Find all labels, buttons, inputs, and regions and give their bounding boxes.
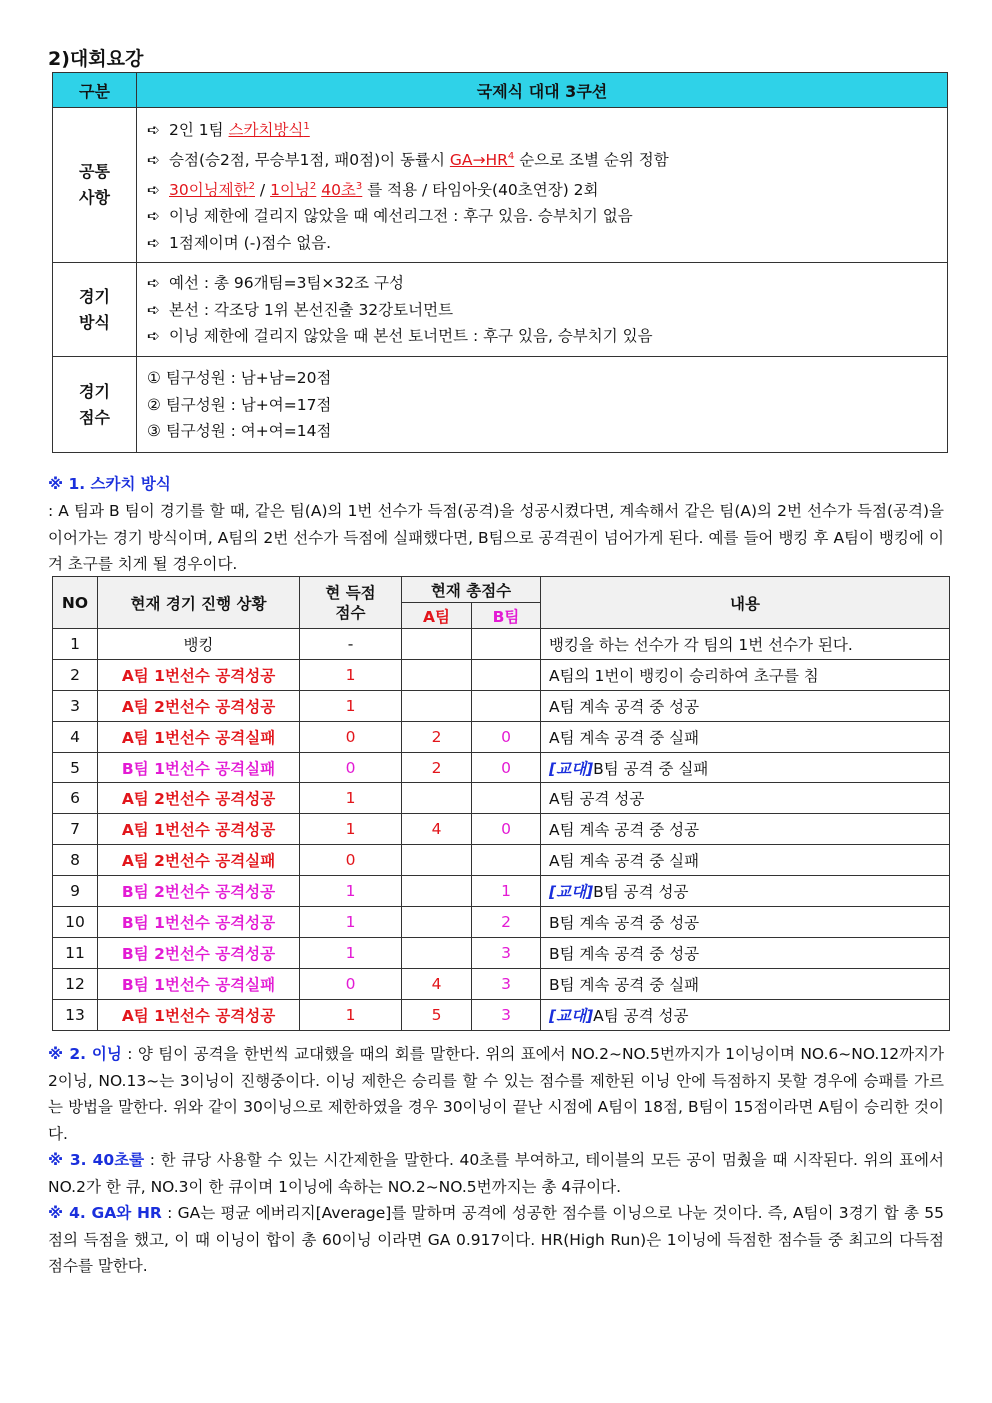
cell-total-a	[402, 783, 472, 814]
table-row	[53, 752, 950, 783]
note1-text: : A 팀과 B 팀이 경기를 할 때, 같은 팀(A)의 1번 선수가 득점(공격)을 성공시켰다면, 계속해서 같은 팀(A)의 2번 선수가 득점(공격)을 이어가는 경기 방식이며, A팀의 2번 선수가 득점에 실패했다면, B팀으로 공격권이 넘어가게 된다. 예를 들어 뱅킹 후 A팀이 뱅킹에 이겨 초구를 치게 될 경우이다.	[48, 502, 944, 574]
cell-points: 1	[300, 690, 402, 721]
note3-text: : 한 큐당 사용할 수 있는 시간제한을 말한다. 40초를 부여하고, 테이블의 모든 공이 멈췄을 때 시작된다. 위의 표에서 NO.2가 한 큐, NO.3이 한 큐이며 1이닝에 속하는 NO.2~NO.5번까지는 총 4큐이다.	[48, 1151, 944, 1196]
note3	[48, 1147, 944, 1200]
table-row	[53, 937, 950, 968]
cell-desc: [교대]B팀 공격 중 실패	[541, 752, 950, 783]
arrow-icon: ➪	[147, 274, 160, 293]
section-title: 2)대회요강	[48, 48, 144, 70]
cell-status: A팀 2번선수 공격실패	[98, 845, 300, 876]
cell-points: 1	[300, 876, 402, 907]
cell-status: A팀 2번선수 공격성공	[98, 690, 300, 721]
swap-label: [교대]	[549, 759, 594, 778]
cell-desc: A팀의 1번이 뱅킹이 승리하여 초구를 침	[541, 659, 950, 690]
cell-no: 2	[53, 659, 98, 690]
cell-status: A팀 1번선수 공격성공	[98, 814, 300, 845]
rules-header-event: 국제식 대대 3쿠션	[137, 73, 948, 108]
table-row	[53, 845, 950, 876]
arrow-icon: ➪	[147, 327, 160, 346]
cell-desc: B팀 계속 공격 중 성공	[541, 907, 950, 938]
cell-points: 1	[300, 659, 402, 690]
note3-title: ※ 3. 40초룰	[48, 1151, 145, 1169]
cell-total-b: 2	[472, 907, 541, 938]
cell-points: 1	[300, 937, 402, 968]
cell-desc: B팀 계속 공격 중 성공	[541, 937, 950, 968]
col-header-total: 현재 총점수	[402, 577, 541, 603]
arrow-icon: ➪	[147, 121, 160, 140]
cell-no: 8	[53, 845, 98, 876]
rules-label-common: 공통 사항	[53, 108, 137, 263]
note4	[48, 1200, 944, 1280]
cell-total-a: 2	[402, 752, 472, 783]
table-row	[53, 814, 950, 845]
cell-status: B팀 2번선수 공격성공	[98, 876, 300, 907]
arrow-icon: ➪	[147, 207, 160, 226]
note2-title: ※ 2. 이닝	[48, 1045, 122, 1063]
cell-total-b: 3	[472, 968, 541, 999]
cell-no: 11	[53, 937, 98, 968]
col-header-desc: 내용	[541, 577, 950, 629]
col-header-team-b: B팀	[472, 603, 541, 629]
col-header-status: 현재 경기 진행 상황	[98, 577, 300, 629]
arrow-icon: ➪	[147, 150, 160, 169]
cell-points: 1	[300, 783, 402, 814]
cell-status: A팀 1번선수 공격성공	[98, 999, 300, 1030]
inning-ref-link: 1이닝$^2$	[270, 180, 317, 199]
cell-total-b: 0	[472, 721, 541, 752]
cell-status: A팀 2번선수 공격성공	[98, 783, 300, 814]
cell-desc: 뱅킹을 하는 선수가 각 팀의 1번 선수가 된다.	[541, 629, 950, 660]
table-row	[53, 783, 950, 814]
table-row	[53, 659, 950, 690]
table-row	[53, 876, 950, 907]
table-row	[53, 907, 950, 938]
rules-row-common	[53, 108, 948, 263]
inning-limit-ref-link: 30이닝제한$^2$	[169, 180, 255, 199]
rules-label-format: 경기 방식	[53, 263, 137, 357]
cell-status: B팀 1번선수 공격실패	[98, 752, 300, 783]
common-line-4: ➪ 이닝 제한에 걸리지 않았을 때 예선리그전 : 후구 있음. 승부치기 없음	[147, 203, 947, 230]
rules-label-score: 경기 점수	[53, 357, 137, 453]
cell-points: 1	[300, 907, 402, 938]
cell-no: 1	[53, 629, 98, 660]
cell-total-a	[402, 690, 472, 721]
cell-total-a	[402, 907, 472, 938]
cell-total-b	[472, 629, 541, 660]
cell-total-a	[402, 845, 472, 876]
cell-total-b: 0	[472, 814, 541, 845]
table-row	[53, 629, 950, 660]
cell-total-b	[472, 845, 541, 876]
cell-points: 0	[300, 752, 402, 783]
common-line-1: ➪ 2인 1팀 스카치방식$^1$	[147, 114, 947, 144]
table-row	[53, 721, 950, 752]
arrow-icon: ➪	[147, 300, 160, 319]
score-line-1: ① 팀구성원 : 남+남=20점	[147, 369, 332, 388]
rules-body-common	[137, 108, 948, 263]
swap-label: [교대]	[549, 883, 594, 902]
cell-points: 1	[300, 999, 402, 1030]
cell-desc: [교대]A팀 공격 성공	[541, 999, 950, 1030]
cell-no: 9	[53, 876, 98, 907]
rules-table	[52, 72, 948, 453]
cell-status: A팀 1번선수 공격성공	[98, 659, 300, 690]
cell-no: 5	[53, 752, 98, 783]
format-line-2: ➪ 본선 : 각조당 1위 본선진출 32강토너먼트	[147, 297, 947, 324]
col-header-points: 현 득점 점수	[300, 577, 402, 629]
arrow-icon: ➪	[147, 233, 160, 252]
cell-no: 10	[53, 907, 98, 938]
cell-desc: [교대]B팀 공격 성공	[541, 876, 950, 907]
cell-total-a	[402, 876, 472, 907]
common-line-3: ➪ 30이닝제한$^2$ / 1이닝$^2$ 40초$^3$ 를 적용 / 타임아웃(40초연장) 2회	[147, 174, 947, 204]
common-line-2: ➪ 승점(승2점, 무승부1점, 패0점)이 동률시 $GA\to HR^4$ 순으로 조별 순위 정함	[147, 144, 947, 174]
cell-total-a: 4	[402, 814, 472, 845]
cell-total-a	[402, 937, 472, 968]
cell-desc: A팀 계속 공격 중 성공	[541, 690, 950, 721]
col-header-no: NO	[53, 577, 98, 629]
cell-total-a	[402, 659, 472, 690]
note1-title: ※ 1. 스카치 방식	[48, 475, 171, 493]
cell-points: 0	[300, 721, 402, 752]
note2	[48, 1041, 944, 1147]
cell-status: A팀 1번선수 공격실패	[98, 721, 300, 752]
cell-total-b: 3	[472, 937, 541, 968]
cell-points: 1	[300, 814, 402, 845]
cell-no: 12	[53, 968, 98, 999]
cell-status: B팀 1번선수 공격성공	[98, 907, 300, 938]
common-line-5: ➪ 1점제이며 (-)점수 없음.	[147, 230, 947, 257]
cell-total-b	[472, 659, 541, 690]
swap-label: [교대]	[549, 1006, 594, 1025]
format-line-3: ➪ 이닝 제한에 걸리지 않았을 때 본선 토너먼트 : 후구 있음, 승부치기 있음	[147, 323, 947, 350]
arrow-icon: ➪	[147, 180, 160, 199]
cell-total-a	[402, 629, 472, 660]
cell-no: 6	[53, 783, 98, 814]
note4-title: ※ 4. GA와 HR	[48, 1204, 162, 1222]
cell-no: 4	[53, 721, 98, 752]
cell-no: 3	[53, 690, 98, 721]
rules-header-row	[53, 73, 948, 108]
table-row	[53, 690, 950, 721]
table-row	[53, 999, 950, 1030]
table-row	[53, 968, 950, 999]
game-progress-table	[52, 576, 950, 1031]
col-header-team-a: A팀	[402, 603, 472, 629]
cell-total-a: 4	[402, 968, 472, 999]
cell-points: 0	[300, 968, 402, 999]
rules-body-score	[137, 357, 948, 453]
cell-status: B팀 1번선수 공격실패	[98, 968, 300, 999]
cell-no: 7	[53, 814, 98, 845]
score-line-2: ② 팀구성원 : 남+여=17점	[147, 395, 332, 414]
cell-status: B팀 2번선수 공격성공	[98, 937, 300, 968]
rules-row-format	[53, 263, 948, 357]
rules-body-format	[137, 263, 948, 357]
scotch-ref-link: 스카치방식$^1$	[228, 121, 310, 140]
note2-text: : 양 팀이 공격을 한번씩 교대했을 때의 회를 말한다. 위의 표에서 NO.2~NO.5번까지가 1이닝이며 NO.6~NO.12까지가 2이닝, NO.13~는 3이닝이 진행중이다. 이닝 제한은 승리를 할 수 있는 점수를 제한된 이닝 안에 득점하지 못할 경우에 승패를 가르는 방법을 말한다. 위와 같이 30이닝으로 제한하였을 경우 30이닝이 끝난 시점에 A팀이 18점, B팀이 15점이라면 A팀이 승리한 것이다.	[48, 1045, 944, 1143]
cell-status: 뱅킹	[98, 629, 300, 660]
score-line-3: ③ 팀구성원 : 여+여=14점	[147, 422, 332, 441]
cell-desc: A팀 공격 성공	[541, 783, 950, 814]
rules-header-category: 구분	[53, 73, 137, 108]
cell-desc: A팀 계속 공격 중 성공	[541, 814, 950, 845]
cell-desc: A팀 계속 공격 중 실패	[541, 721, 950, 752]
cell-total-b	[472, 783, 541, 814]
cell-total-b	[472, 690, 541, 721]
cell-total-b: 1	[472, 876, 541, 907]
forty-sec-ref-link: 40초$^3$	[321, 180, 363, 199]
cell-points: -	[300, 629, 402, 660]
cell-total-b: 3	[472, 999, 541, 1030]
cell-no: 13	[53, 999, 98, 1030]
rules-row-score	[53, 357, 948, 453]
note4-text: : GA는 평균 에버리지[Average]를 말하며 공격에 성공한 점수를 이닝으로 나눈 것이다. 즉, A팀이 3경기 합 총 55점의 득점을 했고, 이 때 이닝이 합이 총 60이닝 이라면 GA 0.917이다. HR(High Run)은 1이닝에 득점한 점수들 중 최고의 다득점 점수를 말한다.	[48, 1204, 944, 1276]
cell-total-a: 2	[402, 721, 472, 752]
cell-points: 0	[300, 845, 402, 876]
cell-total-b: 0	[472, 752, 541, 783]
format-line-1: ➪ 예선 : 총 96개팀=3팀×32조 구성	[147, 270, 947, 297]
cell-total-a: 5	[402, 999, 472, 1030]
cell-desc: A팀 계속 공격 중 실패	[541, 845, 950, 876]
ga-hr-ref-link: $GA\to HR^4$	[449, 150, 515, 169]
cell-desc: B팀 계속 공격 중 실패	[541, 968, 950, 999]
